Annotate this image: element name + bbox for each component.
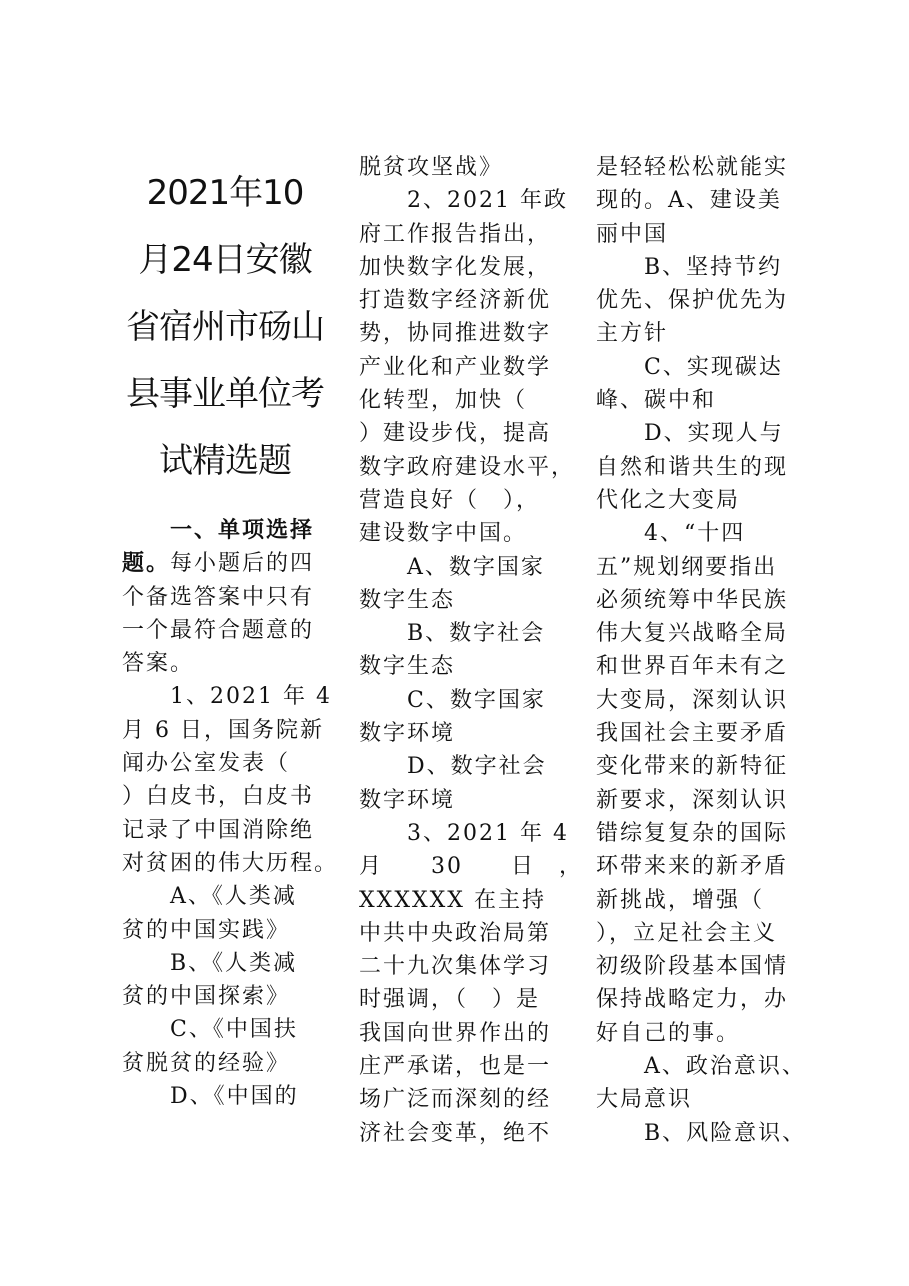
text-line: ）建设步伐，提高 <box>359 421 552 447</box>
paragraph <box>596 251 811 351</box>
text-line: 打造数字经济新优 <box>359 288 552 314</box>
text-line: 优先、保护优先为 <box>596 288 789 314</box>
text-line: 加快数字化发展， <box>359 254 552 280</box>
text-line: 伟大复兴战略全局 <box>596 621 789 647</box>
text-line: 和世界百年未有之 <box>596 654 789 680</box>
paragraph <box>359 184 574 550</box>
paragraph <box>122 680 339 880</box>
text-line: 闻办公室发表（ <box>122 751 291 777</box>
text-line: D、实现人与 <box>596 421 784 447</box>
text-line <box>122 514 328 547</box>
paragraph <box>122 880 328 947</box>
paragraph <box>122 514 328 680</box>
paragraph <box>359 750 574 817</box>
text-line: 变化带来的新特征 <box>596 754 789 780</box>
title-line: 2021年10 <box>146 173 304 213</box>
title-line: 月24日安徽 <box>138 240 312 280</box>
paragraph <box>596 351 811 418</box>
paragraph <box>359 151 574 184</box>
text-line: C、数字国家 <box>359 687 546 713</box>
text-line: B、风险意识、 <box>596 1120 807 1146</box>
text-line: 数字环境 <box>359 787 456 813</box>
paragraph <box>122 1013 328 1080</box>
section-heading: 题。 <box>122 551 171 577</box>
paragraph <box>359 617 574 684</box>
text-line: 对贫困的伟大历程。 <box>122 850 339 876</box>
text-line: 个备选答案中只有 <box>122 584 315 610</box>
text-line: 产业化和产业数学 <box>359 354 552 380</box>
text-line: B、坚持节约 <box>596 254 783 280</box>
text-line: 保持战略定力，办 <box>596 987 789 1013</box>
text-line: 五”规划纲要指出 <box>596 554 778 580</box>
text-line: 现的。A、建设美 <box>596 188 782 214</box>
text-line: 4、“十四 <box>596 521 746 547</box>
text-line: 数字政府建设水平， <box>359 454 576 480</box>
column-1-body <box>122 514 339 1113</box>
text-line: 月 30 日 ， <box>359 854 583 880</box>
text-line: 题。每小题后的四 <box>122 551 315 577</box>
section-heading: 一、单项选择 <box>170 518 315 543</box>
text-line: A、《人类减 <box>122 884 297 910</box>
text-line: 我国向世界作出的 <box>359 1020 552 1046</box>
text-line: 数字生态 <box>359 654 456 680</box>
title-line: 试精选题 <box>159 441 291 481</box>
text-line: 数字环境 <box>359 721 456 747</box>
text-line: 济社会变革，绝不 <box>359 1120 552 1146</box>
text-line: 化转型，加快（ <box>359 388 528 414</box>
text-line: B、数字社会 <box>359 621 546 647</box>
text-line: 二十九次集体学习 <box>359 954 552 980</box>
text-line: D、数字社会 <box>359 754 547 780</box>
text-line: 丽中国 <box>596 221 669 247</box>
text-line: 初级阶段基本国情 <box>596 954 789 980</box>
text-line: 脱贫攻坚战》 <box>359 155 504 180</box>
paragraph <box>359 817 583 1150</box>
text-line: 必须统筹中华民族 <box>596 587 789 613</box>
text-line: 大变局，深刻认识 <box>596 687 789 713</box>
text-line: 府工作报告指出， <box>359 221 552 247</box>
text-line: 新挑战，增强（ <box>596 887 765 913</box>
text-line: 自然和谐共生的现 <box>596 454 789 480</box>
text-line: A、数字国家 <box>359 554 545 580</box>
text-line: 中共中央政治局第 <box>359 920 552 946</box>
title-line: 县事业单位考 <box>126 374 324 414</box>
text-line: C、实现碳达 <box>596 354 783 380</box>
column-2-body <box>359 151 583 1150</box>
paragraph <box>122 1080 328 1113</box>
text-line: 营造良好（ ）， <box>359 487 541 513</box>
paragraph <box>596 417 811 517</box>
text-line: 贫的中国实践》 <box>122 917 291 943</box>
text-line: 建设数字中国。 <box>359 521 528 547</box>
paragraph <box>359 551 574 618</box>
text-line: 一个最符合题意的 <box>122 617 315 643</box>
text-line: 答案。 <box>122 651 195 677</box>
column-3-body <box>596 151 811 1150</box>
text-line: 新要求，深刻认识 <box>596 787 789 813</box>
text-line: 是轻轻松松就能实 <box>596 155 789 180</box>
text-line: 主方针 <box>596 321 669 347</box>
text-line: 环带来来的新矛盾 <box>596 854 789 880</box>
paragraph <box>122 947 328 1014</box>
text-line: C、《中国扶 <box>122 1017 298 1043</box>
text-line: A、政治意识、 <box>596 1054 806 1080</box>
text-line: 好自己的事。 <box>596 1020 741 1046</box>
paragraph <box>596 1050 811 1117</box>
text-line: D、《中国的 <box>122 1084 299 1110</box>
text-line: 错综复复杂的国际 <box>596 820 789 846</box>
page-title <box>122 160 328 495</box>
title-line: 省宿州市砀山 <box>126 307 324 347</box>
text-line: ），立足社会主义 <box>596 920 778 946</box>
text-line: 峰、碳中和 <box>596 388 717 414</box>
text-line: 3、2021 年 4 <box>359 820 569 846</box>
paragraph <box>596 1117 811 1150</box>
text-line: 代化之大变局 <box>596 487 741 513</box>
text-line: 记录了中国消除绝 <box>122 817 315 843</box>
text-line: ）白皮书，白皮书 <box>122 784 315 810</box>
text-line: 数字生态 <box>359 587 456 613</box>
text-line: B、《人类减 <box>122 950 298 976</box>
text-line: 1、2021 年 4 <box>122 684 332 710</box>
text-line: 贫的中国探索》 <box>122 984 291 1010</box>
text-line: 势，协同推进数字 <box>359 321 552 347</box>
text-line: 月 6 日，国务院新 <box>122 717 324 743</box>
paragraph <box>596 517 811 1050</box>
text-line: 贫脱贫的经验》 <box>122 1050 291 1076</box>
paragraph <box>596 151 811 251</box>
text-line: 2、2021 年政 <box>359 188 568 214</box>
text-line: 时强调，（ ）是 <box>359 987 541 1013</box>
text-line: 庄严承诺，也是一 <box>359 1054 552 1080</box>
text-line: 大局意识 <box>596 1087 693 1113</box>
text-line: 我国社会主要矛盾 <box>596 721 789 747</box>
text-line: 场广泛而深刻的经 <box>359 1087 552 1113</box>
text-line: XXXXXX 在主持 <box>359 887 546 913</box>
paragraph <box>359 684 574 751</box>
